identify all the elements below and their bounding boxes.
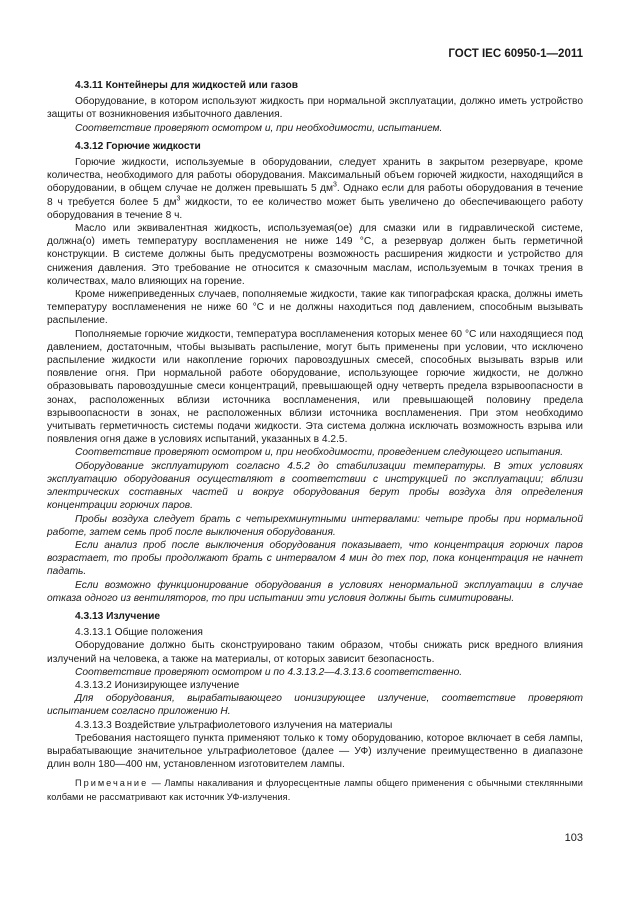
note <box>47 777 583 803</box>
test-paragraph: Оборудование эксплуатируют согласно 4.5.2 до стабилизации температуры. В этих условиях эксплуатацию оборудования осуществляют в соответствии с инструкцией по эксплуатации; вблизи электрических составных частей и вокруг оборудования берут пробы воздуха для определения концентрации горючих паров. <box>47 460 583 512</box>
subsection-heading: 4.3.13.1 Общие положения <box>75 627 203 639</box>
paragraph: Масло или эквивалентная жидкость, используемая(ое) для смазки или в гидравлической системе, должна(о) иметь температуру воспламенения не ниже 149 °С, а резервуар должен быть герметичной конструкции. В системе должны быть предусмотрены возможность расширения жидкости и устройство для снижения давления. Это требование не относится к смазочным маслам, используемым в точках трения в количествах, мало влияющих на горение. <box>47 223 583 287</box>
test-paragraph: Пробы воздуха следует брать с четырехминутными интервалами: четыре пробы при нормальной работе, затем семь проб после выключения оборудования. <box>47 513 583 538</box>
page-number: 103 <box>564 832 583 844</box>
note-text: — Лампы накаливания и флуоресцентные лампы общего применения с обычными стеклянными колбами не рассматривают как источник УФ-излучения. <box>47 778 583 802</box>
section-heading-4-3-13: 4.3.13 Излучение <box>75 610 161 622</box>
text-span: Горючие жидкости, используемые в оборудовании, следует хранить в закрытом резервуаре, кроме количества, необходимого для работы оборудования. Максимальный объем горючей жидкости, находящийся в оборудовании, в общем случае не должен превышать 5 дм <box>47 157 583 195</box>
paragraph: Кроме нижеприведенных случаев, пополняемые жидкости, такие как типографская краска, должны иметь температуру воспламенения не ниже 60 °С и не должны находиться под давлением, способным вызывать распыление. <box>47 289 583 327</box>
compliance-paragraph: Для оборудования, вырабатывающего ионизирующее излучение, соответствие проверяют испытанием согласно приложению Н. <box>47 693 583 718</box>
paragraph: Пополняемые горючие жидкости, температура воспламенения которых менее 60 °С или находящиеся под давлением, достаточным, чтобы вызывать распыление, могут быть применены при условии, что исключено распыление жидкости или накопление горючих паровоздушных смесей, способных вызывать взрыв или появление огня. При нормальной работе оборудование, использующее горючие жидкости, не должно образовывать паровоздушные смеси концентраций, превышающей одну четверть предела взрывоопасности в зонах, расположенных вблизи источника воспламенения, или превышающей половину предела взрывоопасности в зонах, не расположенных вблизи источника воспламенения. При этом необходимо учитывать герметичность системы подачи жидкости. Эта система должна исключать возможность взрыва или появления огня даже в условиях испытаний, указанных в 4.2.5. <box>47 328 583 446</box>
compliance-paragraph: Соответствие проверяют осмотром и, при необходимости, испытанием. <box>75 122 443 134</box>
compliance-paragraph: Соответствие проверяют осмотром и по 4.3.13.2—4.3.13.6 соответственно. <box>75 666 463 678</box>
paragraph: Требования настоящего пункта применяют только к тому оборудованию, которое включает в себя лампы, вырабатывающие значительное ультрафиолетовое (далее — УФ) излучение преимущественно в диапазоне длин волн 180—400 нм, установленном изготовителем лампы. <box>47 732 583 771</box>
paragraph: Оборудование должно быть сконструировано таким образом, чтобы снижать риск вредного влияния излучений на человека, а также на материалы, от которых зависит безопасность. <box>47 640 583 665</box>
subsection-heading: 4.3.13.2 Ионизирующее излучение <box>75 679 240 691</box>
note-label: Примечание <box>75 778 149 789</box>
superscript: 3 <box>176 195 181 203</box>
section-heading-4-3-12: 4.3.12 Горючие жидкости <box>75 140 201 152</box>
text-span: . Однако если для работы оборудования в течение 8 ч требуется более 5 дм <box>47 183 583 208</box>
paragraph <box>47 156 583 222</box>
subsection-heading: 4.3.13.3 Воздействие ультрафиолетового излучения на материалы <box>75 719 393 731</box>
section-heading-4-3-11: 4.3.11 Контейнеры для жидкостей или газов <box>75 80 298 91</box>
page-content <box>47 74 583 804</box>
paragraph: Оборудование, в котором используют жидкость при нормальной эксплуатации, должно иметь устройство защиты от возникновения избыточного давления. <box>47 96 583 121</box>
superscript: 3 <box>332 182 337 190</box>
document-id-header: ГОСТ IEC 60950-1—2011 <box>448 48 583 60</box>
text-span: жидкости, то ее количество может быть увеличено до обеспечивающего работу оборудования в течение 8 ч. <box>47 196 583 221</box>
test-paragraph: Если анализ проб после выключения оборудования показывает, что концентрация горючих паров возрастает, то пробы продолжают брать с интервалом 4 мин до тех пор, пока концентрация не начнет падать. <box>47 539 583 578</box>
compliance-paragraph: Соответствие проверяют осмотром и, при необходимости, проведением следующего испытания. <box>75 447 564 459</box>
test-paragraph: Если возможно функционирование оборудования в условиях ненормальной эксплуатации в случае отказа одного из вентиляторов, то при испытании эти условия должны быть симитированы. <box>47 579 583 604</box>
